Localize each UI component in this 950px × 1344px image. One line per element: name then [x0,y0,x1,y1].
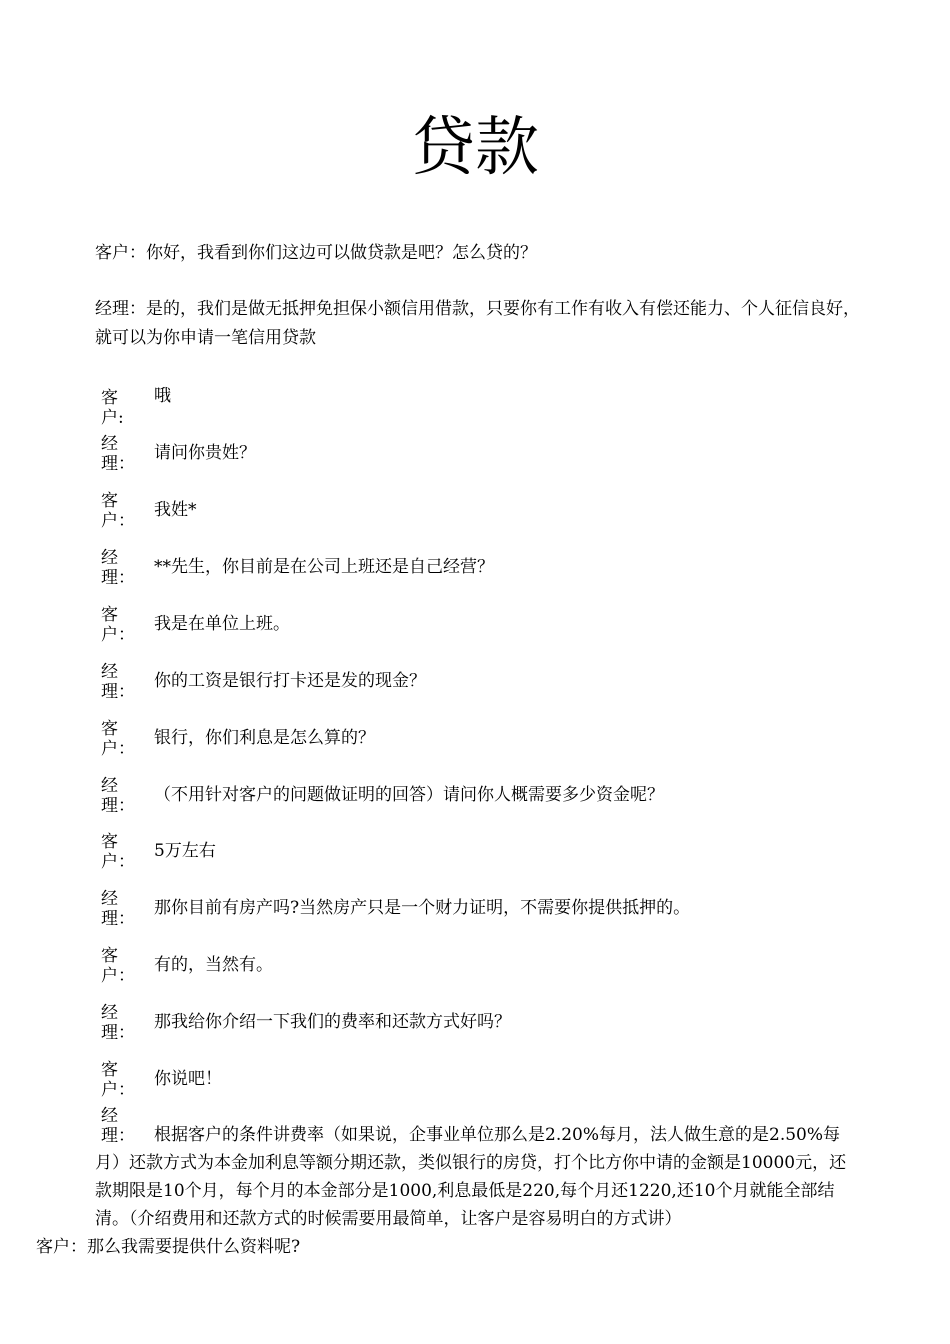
rate-explanation-paragraph [36,1121,860,1261]
dialogue-text: 我姓* [154,500,197,520]
dialogue-text: 有的，当然有。 [154,955,273,975]
speaker-label: 客户： [101,946,135,986]
dialogue-row [95,946,860,996]
dialogue-text: （不用针对客户的问题做证明的回答）请问你人概需要多少资金呢？ [154,785,664,805]
dialogue-text: 那你目前有房产吗?当然房产只是一个财力证明，不需要你提供抵押的。 [154,898,691,918]
dialogue-text: 我是在单位上班。 [154,614,290,634]
dialogue-row [95,434,860,484]
speaker-label: 经理： [101,776,135,816]
dialogue-text: 请问你贵姓？ [154,443,256,463]
speaker-label: 客户： [101,1060,135,1100]
speaker-label: 客户： [101,491,135,531]
speaker-label: 经理： [101,1003,135,1043]
speaker-label: 经理： [101,548,135,588]
intro-manager-line: 经理：是的，我们是做无抵押免担保小额信用借款，只要你有工作有收入有偿还能力、个人征信良好，就可以为你申请一笔信用贷款 [95,299,860,348]
closing-customer-line: 客户：那么我需要提供什么资料呢? [36,1237,301,1257]
speaker-label: 经理： [101,662,135,702]
rate-explanation-text: 根据客户的条件讲费率（如果说，企事业单位那么是2.20%每月，法人做生意的是2.50%每月）还款方式为本金加利息等额分期还款，类似银行的房贷，打个比方你中请的金额是10000元，还款期限是10个月，每个月的本金部分是1000,利息最低是220,每个月还1220,还10个月就能全部结清。（介绍费用和还款方式的时候需要用最简单，让客户是容易明白的方式讲） [95,1125,847,1229]
dialogue-text: **先生，你目前是在公司上班还是自己经营？ [154,557,494,577]
dialogue-row [95,719,860,769]
speaker-label: 客户： [101,832,135,872]
speaker-label: 客户： [101,719,135,759]
speaker-label: 经理： [101,1106,135,1146]
speaker-label: 经理： [101,434,135,474]
dialogue-row [95,889,860,939]
dialogue-row [95,832,860,882]
speaker-label: 客户： [101,605,135,645]
dialogue-text: 那我给你介绍一下我们的费率和还款方式好吗？ [154,1012,511,1032]
speaker-label: 客户: [101,388,124,428]
dialogue-row [95,605,860,655]
dialogue-row [95,776,860,826]
dialogue-row [95,548,860,598]
document-title: 贷款 [411,111,539,185]
dialogue-text: 哦 [154,386,171,406]
speaker-label: 经理： [101,889,135,929]
dialogue-text: 银行，你们利息是怎么算的？ [154,728,375,748]
intro-customer-line: 客户：你好，我看到你们这边可以做贷款是吧？怎么贷的？ [95,243,537,263]
dialogue-text: 你说吧！ [154,1069,222,1089]
dialogue-row [95,1060,860,1110]
dialogue-text: 5万左右 [154,841,216,861]
dialogue-row [95,662,860,712]
dialogue-row [95,388,860,438]
dialogue-text: 你的工资是银行打卡还是发的现金？ [154,671,426,691]
dialogue-row [95,491,860,541]
dialogue-row [95,1003,860,1053]
